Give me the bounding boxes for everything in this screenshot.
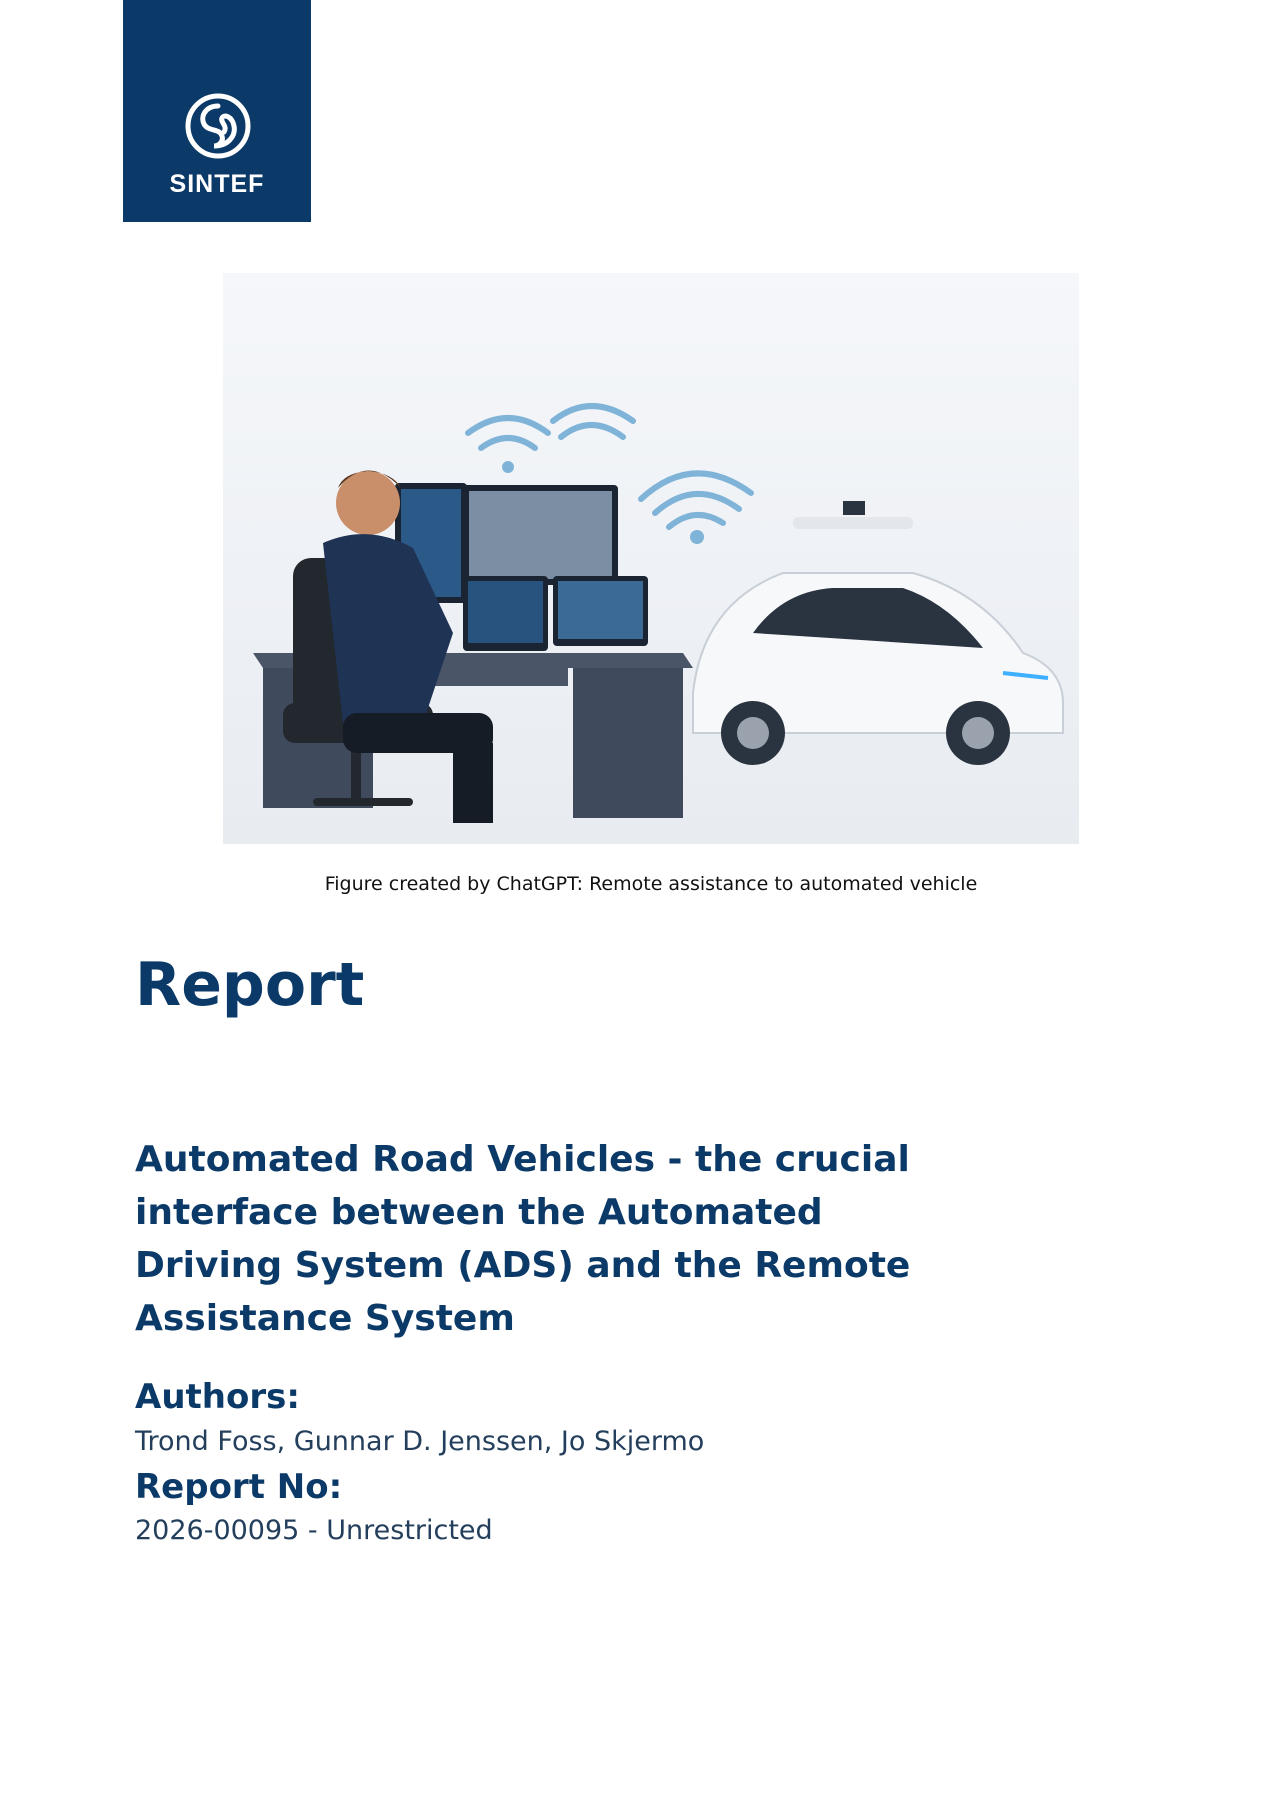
report-no-label: Report No: bbox=[135, 1467, 343, 1507]
operator-remote-assisting-vehicle-illustration bbox=[223, 273, 1079, 844]
cover-illustration bbox=[223, 273, 1079, 844]
sintef-logo bbox=[123, 0, 311, 222]
document-type-heading: Report bbox=[135, 950, 365, 1020]
report-title: Automated Road Vehicles - the crucial interface between the Automated Driving System (ADS) and the Remote Assistance System bbox=[135, 1139, 911, 1339]
authors-value: Trond Foss, Gunnar D. Jenssen, Jo Skjermo bbox=[135, 1426, 705, 1457]
sintef-logo-icon bbox=[184, 92, 252, 160]
authors-label: Authors: bbox=[135, 1377, 300, 1417]
logo-brand-text: SINTEF bbox=[169, 170, 265, 198]
figure-caption: Figure created by ChatGPT: Remote assistance to automated vehicle bbox=[324, 873, 978, 895]
report-no-value: 2026-00095 - Unrestricted bbox=[135, 1515, 493, 1546]
